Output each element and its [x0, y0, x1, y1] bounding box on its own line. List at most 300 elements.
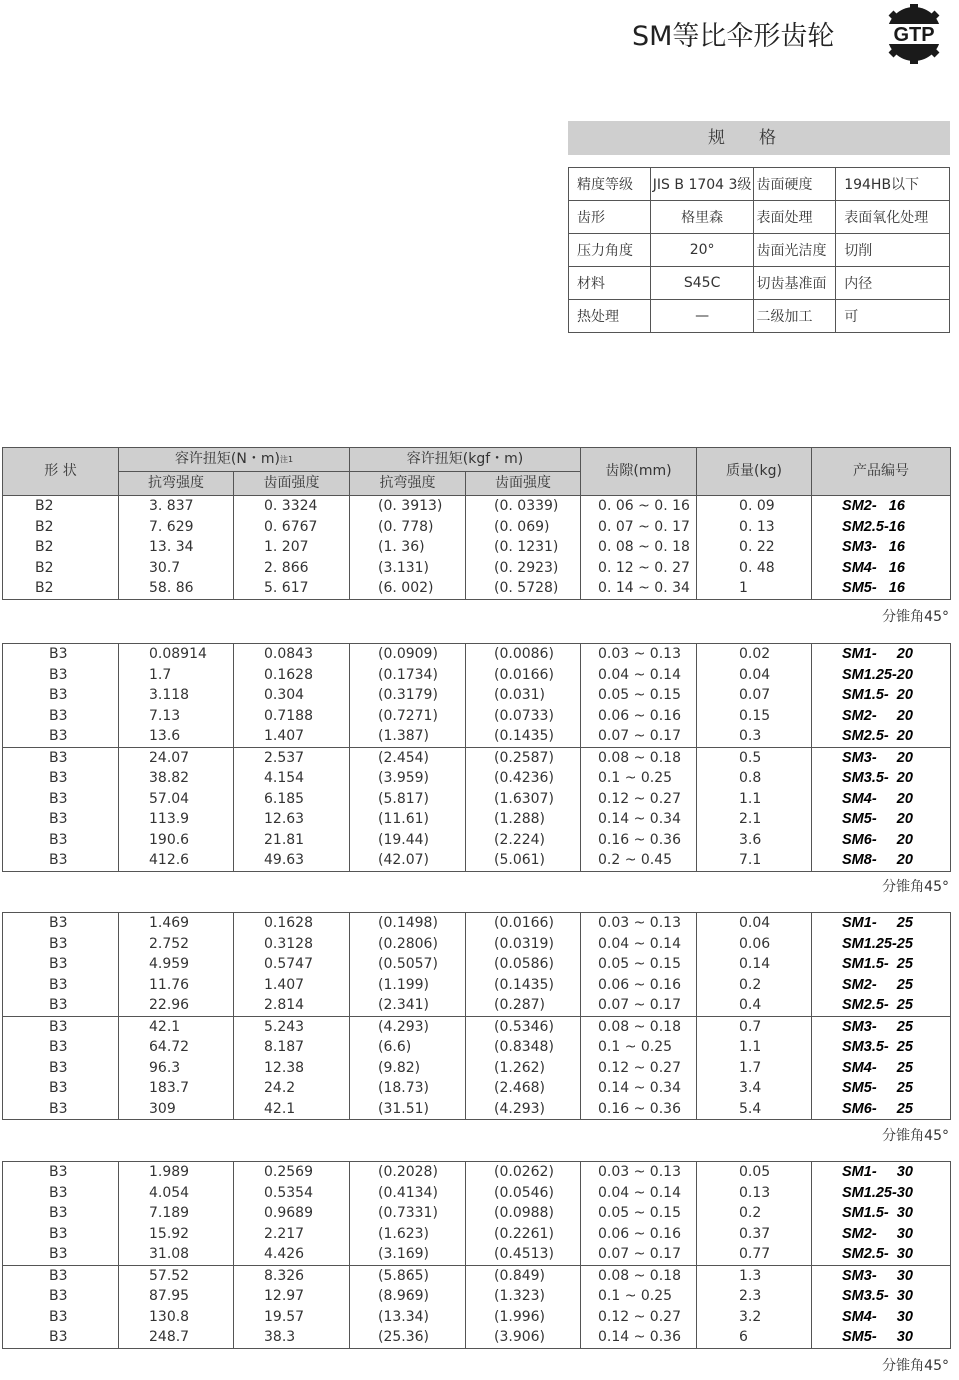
cell-backlash: 0. 12 ~ 0. 27	[581, 558, 697, 579]
cell-bending-strength-nm: 58. 86	[119, 578, 234, 599]
spec-label: 齿面硬度	[754, 168, 836, 201]
page-title: SM等比伞形齿轮	[632, 21, 835, 52]
cell-bending-strength-kgf: (1.623)	[350, 1224, 466, 1245]
table-row	[3, 726, 951, 747]
cell-shape: B3	[3, 1244, 119, 1265]
cell-bending-strength-kgf: (0.4134)	[350, 1183, 466, 1204]
cell-bending-strength-nm: 412.6	[119, 850, 234, 871]
cell-bending-strength-kgf: (11.61)	[350, 809, 466, 830]
cell-product-code: SM4- 30	[812, 1307, 951, 1328]
cell-bending-strength-kgf: (0.5057)	[350, 954, 466, 975]
cell-bending-strength-kgf: (0.2028)	[350, 1162, 466, 1183]
cell-product-code: SM5- 25	[812, 1078, 951, 1099]
cell-surface-strength-kgf: (0.287)	[466, 995, 581, 1016]
table-row	[3, 1162, 951, 1183]
spec-value: 194HB以下	[836, 168, 950, 201]
cell-backlash: 0.05 ~ 0.15	[581, 685, 697, 706]
cell-surface-strength-kgf: (0.0586)	[466, 954, 581, 975]
cell-backlash: 0.08 ~ 0.18	[581, 1265, 697, 1286]
cell-backlash: 0.12 ~ 0.27	[581, 1307, 697, 1328]
cell-surface-strength-nm: 1.407	[234, 726, 350, 747]
cell-mass: 0.7	[697, 1016, 812, 1037]
cell-mass: 1.1	[697, 1037, 812, 1058]
cell-mass: 0. 48	[697, 558, 812, 579]
cell-surface-strength-kgf: (5.061)	[466, 850, 581, 871]
cell-surface-strength-kgf: (0.0988)	[466, 1203, 581, 1224]
cell-bending-strength-nm: 309	[119, 1099, 234, 1120]
cell-mass: 0. 22	[697, 537, 812, 558]
cell-bending-strength-kgf: (1. 36)	[350, 537, 466, 558]
cell-product-code: SM5- 20	[812, 809, 951, 830]
table-row	[3, 1307, 951, 1328]
cell-shape: B2	[3, 558, 119, 579]
spec-value: 切削	[836, 234, 950, 267]
cell-shape: B2	[3, 517, 119, 538]
cell-surface-strength-kgf: (0.5346)	[466, 1016, 581, 1037]
cell-surface-strength-nm: 0.1628	[234, 913, 350, 934]
cell-backlash: 0.2 ~ 0.45	[581, 850, 697, 871]
cell-product-code: SM4- 16	[812, 558, 951, 579]
cell-surface-strength-kgf: (0. 0339)	[466, 496, 581, 517]
header-product-code: 产品编号	[812, 448, 951, 496]
cell-product-code: SM3.5- 30	[812, 1286, 951, 1307]
table-row	[3, 830, 951, 851]
logo-text: GTP	[893, 24, 935, 46]
cell-mass: 0.05	[697, 1162, 812, 1183]
cell-surface-strength-nm: 0.1628	[234, 665, 350, 686]
cell-mass: 2.1	[697, 809, 812, 830]
cell-surface-strength-nm: 6.185	[234, 789, 350, 810]
cell-product-code: SM8- 20	[812, 850, 951, 871]
cell-product-code: SM2.5- 20	[812, 726, 951, 747]
cell-backlash: 0.03 ~ 0.13	[581, 913, 697, 934]
cell-mass: 0.04	[697, 913, 812, 934]
cell-shape: B3	[3, 1183, 119, 1204]
cell-shape: B3	[3, 768, 119, 789]
cell-bending-strength-kgf: (0.0909)	[350, 644, 466, 665]
cell-surface-strength-kgf: (1.323)	[466, 1286, 581, 1307]
cell-backlash: 0. 07 ~ 0. 17	[581, 517, 697, 538]
cell-bending-strength-kgf: (6.6)	[350, 1037, 466, 1058]
cell-bending-strength-nm: 15.92	[119, 1224, 234, 1245]
cell-surface-strength-kgf: (4.293)	[466, 1099, 581, 1120]
spec-row	[569, 300, 950, 333]
cell-shape: B3	[3, 850, 119, 871]
cell-mass: 0.07	[697, 685, 812, 706]
cell-mass: 0.15	[697, 706, 812, 727]
cell-mass: 1.3	[697, 1265, 812, 1286]
cell-backlash: 0.07 ~ 0.17	[581, 995, 697, 1016]
table-row	[3, 706, 951, 727]
cell-shape: B3	[3, 1078, 119, 1099]
cell-shape: B3	[3, 1099, 119, 1120]
cell-surface-strength-kgf: (1.6307)	[466, 789, 581, 810]
cell-bending-strength-kgf: (0.7331)	[350, 1203, 466, 1224]
cell-surface-strength-nm: 1.407	[234, 975, 350, 996]
spec-value: 表面氧化处理	[836, 201, 950, 234]
cell-surface-strength-kgf: (3.906)	[466, 1327, 581, 1348]
cell-surface-strength-nm: 0.0843	[234, 644, 350, 665]
cell-bending-strength-nm: 42.1	[119, 1016, 234, 1037]
cell-surface-strength-nm: 19.57	[234, 1307, 350, 1328]
cell-backlash: 0.05 ~ 0.15	[581, 954, 697, 975]
header-bending-kgf: 抗弯强度	[350, 472, 466, 496]
cell-surface-strength-kgf: (0. 1231)	[466, 537, 581, 558]
cell-bending-strength-nm: 7. 629	[119, 517, 234, 538]
cell-surface-strength-nm: 0. 3324	[234, 496, 350, 517]
cell-surface-strength-nm: 8.187	[234, 1037, 350, 1058]
cell-shape: B3	[3, 830, 119, 851]
cell-surface-strength-kgf: (0.2261)	[466, 1224, 581, 1245]
cell-product-code: SM1.25-20	[812, 665, 951, 686]
cell-backlash: 0.14 ~ 0.34	[581, 809, 697, 830]
table-row	[3, 768, 951, 789]
spec-heading: 规格	[568, 121, 950, 155]
cell-backlash: 0.1 ~ 0.25	[581, 1037, 697, 1058]
cone-angle-note: 分锥角45°	[882, 879, 949, 895]
cell-bending-strength-nm: 1.7	[119, 665, 234, 686]
cell-shape: B3	[3, 1307, 119, 1328]
cone-angle-note: 分锥角45°	[882, 1358, 949, 1374]
cell-product-code: SM5- 30	[812, 1327, 951, 1348]
table-row	[3, 537, 951, 558]
cell-backlash: 0.1 ~ 0.25	[581, 768, 697, 789]
spec-value: JIS B 1704 3级	[650, 168, 754, 201]
cell-bending-strength-kgf: (3.959)	[350, 768, 466, 789]
cell-surface-strength-nm: 38.3	[234, 1327, 350, 1348]
cell-surface-strength-nm: 2.814	[234, 995, 350, 1016]
spec-label: 切齿基准面	[754, 267, 836, 300]
cell-mass: 1.7	[697, 1058, 812, 1079]
cell-surface-strength-kgf: (0.0319)	[466, 934, 581, 955]
cell-surface-strength-kgf: (0.0546)	[466, 1183, 581, 1204]
cell-product-code: SM3.5- 25	[812, 1037, 951, 1058]
table-row	[3, 954, 951, 975]
cell-product-code: SM4- 20	[812, 789, 951, 810]
cell-mass: 0.3	[697, 726, 812, 747]
cell-mass: 1	[697, 578, 812, 599]
cell-product-code: SM1- 25	[812, 913, 951, 934]
table-row	[3, 809, 951, 830]
cell-surface-strength-nm: 21.81	[234, 830, 350, 851]
table-row	[3, 685, 951, 706]
spec-row	[569, 234, 950, 267]
cell-mass: 0.14	[697, 954, 812, 975]
table-row	[3, 1058, 951, 1079]
spec-label: 齿形	[569, 201, 651, 234]
cell-bending-strength-kgf: (6. 002)	[350, 578, 466, 599]
spec-row	[569, 267, 950, 300]
spec-row	[569, 168, 950, 201]
cell-surface-strength-nm: 0.7188	[234, 706, 350, 727]
cell-bending-strength-nm: 7.13	[119, 706, 234, 727]
cell-bending-strength-kgf: (5.817)	[350, 789, 466, 810]
cell-surface-strength-nm: 0.2569	[234, 1162, 350, 1183]
cell-backlash: 0.12 ~ 0.27	[581, 789, 697, 810]
cell-mass: 6	[697, 1327, 812, 1348]
cone-angle-note: 分锥角45°	[882, 1128, 949, 1144]
cell-shape: B3	[3, 934, 119, 955]
cell-bending-strength-kgf: (2.341)	[350, 995, 466, 1016]
cell-surface-strength-nm: 0. 6767	[234, 517, 350, 538]
cell-bending-strength-nm: 130.8	[119, 1307, 234, 1328]
cell-bending-strength-nm: 4.959	[119, 954, 234, 975]
cell-mass: 3.6	[697, 830, 812, 851]
cell-surface-strength-kgf: (0.1435)	[466, 726, 581, 747]
cell-bending-strength-nm: 3.118	[119, 685, 234, 706]
table-row	[3, 644, 951, 665]
cell-bending-strength-kgf: (1.199)	[350, 975, 466, 996]
cell-shape: B3	[3, 913, 119, 934]
cell-surface-strength-nm: 8.326	[234, 1265, 350, 1286]
spec-label: 热处理	[569, 300, 651, 333]
gear-table-group	[2, 643, 951, 872]
cell-product-code: SM1- 30	[812, 1162, 951, 1183]
cell-surface-strength-nm: 5. 617	[234, 578, 350, 599]
cell-backlash: 0.14 ~ 0.34	[581, 1078, 697, 1099]
table-row	[3, 789, 951, 810]
cell-shape: B2	[3, 537, 119, 558]
cell-product-code: SM1.25-25	[812, 934, 951, 955]
cell-backlash: 0.06 ~ 0.16	[581, 1224, 697, 1245]
cell-surface-strength-kgf: (0.1435)	[466, 975, 581, 996]
cell-surface-strength-kgf: (0. 2923)	[466, 558, 581, 579]
spec-label: 齿面光洁度	[754, 234, 836, 267]
cell-bending-strength-nm: 64.72	[119, 1037, 234, 1058]
cell-bending-strength-nm: 0.08914	[119, 644, 234, 665]
cell-surface-strength-nm: 5.243	[234, 1016, 350, 1037]
cell-product-code: SM3- 16	[812, 537, 951, 558]
cell-mass: 0.2	[697, 975, 812, 996]
cell-product-code: SM2.5- 30	[812, 1244, 951, 1265]
cell-mass: 3.4	[697, 1078, 812, 1099]
table-row	[3, 665, 951, 686]
cell-backlash: 0.04 ~ 0.14	[581, 1183, 697, 1204]
cell-shape: B3	[3, 685, 119, 706]
cell-backlash: 0.05 ~ 0.15	[581, 1203, 697, 1224]
cell-bending-strength-nm: 1.469	[119, 913, 234, 934]
cell-surface-strength-nm: 0.5354	[234, 1183, 350, 1204]
table-row	[3, 1327, 951, 1348]
header-torque-nm: 容许扭矩(N・m)$^{注1}$	[119, 448, 350, 472]
cell-surface-strength-kgf: (0.0166)	[466, 913, 581, 934]
cell-surface-strength-kgf: (0.031)	[466, 685, 581, 706]
cell-backlash: 0.06 ~ 0.16	[581, 975, 697, 996]
cell-bending-strength-nm: 248.7	[119, 1327, 234, 1348]
cell-mass: 0. 09	[697, 496, 812, 517]
cell-mass: 0.04	[697, 665, 812, 686]
cell-backlash: 0.04 ~ 0.14	[581, 665, 697, 686]
cell-backlash: 0.03 ~ 0.13	[581, 644, 697, 665]
cell-bending-strength-nm: 13. 34	[119, 537, 234, 558]
table-row	[3, 558, 951, 579]
cell-bending-strength-kgf: (8.969)	[350, 1286, 466, 1307]
cell-backlash: 0.16 ~ 0.36	[581, 1099, 697, 1120]
cell-bending-strength-nm: 7.189	[119, 1203, 234, 1224]
table-row	[3, 578, 951, 599]
cell-shape: B3	[3, 1265, 119, 1286]
cell-bending-strength-kgf: (0. 778)	[350, 517, 466, 538]
table-row	[3, 1224, 951, 1245]
cell-mass: 2.3	[697, 1286, 812, 1307]
cell-shape: B3	[3, 706, 119, 727]
cell-product-code: SM1.5- 20	[812, 685, 951, 706]
cell-surface-strength-kgf: (0.4513)	[466, 1244, 581, 1265]
cell-surface-strength-kgf: (0.4236)	[466, 768, 581, 789]
table-row	[3, 1016, 951, 1037]
cell-product-code: SM6- 20	[812, 830, 951, 851]
cell-shape: B3	[3, 1327, 119, 1348]
cell-bending-strength-nm: 87.95	[119, 1286, 234, 1307]
cell-backlash: 0.06 ~ 0.16	[581, 706, 697, 727]
cell-surface-strength-kgf: (0.0262)	[466, 1162, 581, 1183]
cell-product-code: SM1.25-30	[812, 1183, 951, 1204]
spec-label: 材料	[569, 267, 651, 300]
header-mass: 质量(kg)	[697, 448, 812, 496]
table-row	[3, 850, 951, 871]
cell-bending-strength-kgf: (13.34)	[350, 1307, 466, 1328]
cell-bending-strength-nm: 30.7	[119, 558, 234, 579]
cell-bending-strength-kgf: (25.36)	[350, 1327, 466, 1348]
cell-bending-strength-kgf: (31.51)	[350, 1099, 466, 1120]
cell-bending-strength-kgf: (5.865)	[350, 1265, 466, 1286]
cell-backlash: 0. 14 ~ 0. 34	[581, 578, 697, 599]
cell-product-code: SM5- 16	[812, 578, 951, 599]
cell-product-code: SM6- 25	[812, 1099, 951, 1120]
cell-backlash: 0.04 ~ 0.14	[581, 934, 697, 955]
cell-surface-strength-nm: 0.304	[234, 685, 350, 706]
table-row	[3, 934, 951, 955]
cell-product-code: SM1- 20	[812, 644, 951, 665]
spec-value: —	[650, 300, 754, 333]
cell-mass: 0.8	[697, 768, 812, 789]
cell-product-code: SM3.5- 20	[812, 768, 951, 789]
table-row	[3, 1037, 951, 1058]
cell-mass: 0.4	[697, 995, 812, 1016]
cell-backlash: 0.08 ~ 0.18	[581, 1016, 697, 1037]
spec-label: 表面处理	[754, 201, 836, 234]
table-row	[3, 1265, 951, 1286]
cell-shape: B3	[3, 726, 119, 747]
cell-surface-strength-kgf: (0.849)	[466, 1265, 581, 1286]
cell-bending-strength-kgf: (18.73)	[350, 1078, 466, 1099]
cell-shape: B2	[3, 578, 119, 599]
cell-surface-strength-nm: 0.5747	[234, 954, 350, 975]
cell-bending-strength-kgf: (3.131)	[350, 558, 466, 579]
cell-bending-strength-nm: 2.752	[119, 934, 234, 955]
cell-surface-strength-kgf: (0.0086)	[466, 644, 581, 665]
cell-shape: B2	[3, 496, 119, 517]
cell-product-code: SM2- 30	[812, 1224, 951, 1245]
cell-bending-strength-kgf: (0.1498)	[350, 913, 466, 934]
cell-bending-strength-kgf: (4.293)	[350, 1016, 466, 1037]
cell-surface-strength-nm: 1. 207	[234, 537, 350, 558]
cell-backlash: 0. 06 ~ 0. 16	[581, 496, 697, 517]
cell-product-code: SM1.5- 30	[812, 1203, 951, 1224]
cell-product-code: SM1.5- 25	[812, 954, 951, 975]
cell-surface-strength-nm: 4.426	[234, 1244, 350, 1265]
cell-surface-strength-kgf: (0.2587)	[466, 747, 581, 768]
cell-backlash: 0.03 ~ 0.13	[581, 1162, 697, 1183]
cell-mass: 0.02	[697, 644, 812, 665]
cell-backlash: 0.07 ~ 0.17	[581, 1244, 697, 1265]
table-row	[3, 913, 951, 934]
cell-shape: B3	[3, 1224, 119, 1245]
cell-bending-strength-kgf: (0.3179)	[350, 685, 466, 706]
cell-shape: B3	[3, 975, 119, 996]
cell-shape: B3	[3, 1058, 119, 1079]
cell-bending-strength-nm: 24.07	[119, 747, 234, 768]
cell-bending-strength-kgf: (9.82)	[350, 1058, 466, 1079]
table-row	[3, 1286, 951, 1307]
table-row	[3, 1183, 951, 1204]
cell-shape: B3	[3, 789, 119, 810]
cell-mass: 3.2	[697, 1307, 812, 1328]
gear-table-group	[2, 447, 951, 600]
cell-surface-strength-kgf: (0.8348)	[466, 1037, 581, 1058]
table-row	[3, 496, 951, 517]
cell-product-code: SM4- 25	[812, 1058, 951, 1079]
cell-bending-strength-nm: 38.82	[119, 768, 234, 789]
cell-bending-strength-kgf: (0.2806)	[350, 934, 466, 955]
cell-bending-strength-kgf: (0.1734)	[350, 665, 466, 686]
cone-angle-note: 分锥角45°	[882, 609, 949, 625]
cell-bending-strength-nm: 57.52	[119, 1265, 234, 1286]
cell-bending-strength-nm: 4.054	[119, 1183, 234, 1204]
cell-product-code: SM3- 30	[812, 1265, 951, 1286]
cell-mass: 0.37	[697, 1224, 812, 1245]
cell-product-code: SM2.5-16	[812, 517, 951, 538]
cell-surface-strength-kgf: (1.996)	[466, 1307, 581, 1328]
cell-bending-strength-kgf: (42.07)	[350, 850, 466, 871]
spec-label: 压力角度	[569, 234, 651, 267]
cell-mass: 7.1	[697, 850, 812, 871]
cell-shape: B3	[3, 995, 119, 1016]
gear-table-group	[2, 912, 951, 1120]
cell-shape: B3	[3, 1162, 119, 1183]
cell-bending-strength-nm: 22.96	[119, 995, 234, 1016]
cell-surface-strength-nm: 2.217	[234, 1224, 350, 1245]
cell-bending-strength-nm: 11.76	[119, 975, 234, 996]
table-row	[3, 975, 951, 996]
cell-bending-strength-kgf: (1.387)	[350, 726, 466, 747]
cell-surface-strength-kgf: (0.0733)	[466, 706, 581, 727]
cell-shape: B3	[3, 1286, 119, 1307]
cell-surface-strength-nm: 4.154	[234, 768, 350, 789]
cell-shape: B3	[3, 644, 119, 665]
gtp-gear-logo-icon	[876, 4, 952, 64]
cell-mass: 1.1	[697, 789, 812, 810]
cell-mass: 0. 13	[697, 517, 812, 538]
cell-mass: 0.2	[697, 1203, 812, 1224]
cell-surface-strength-nm: 24.2	[234, 1078, 350, 1099]
header-shape: 形 状	[3, 448, 119, 496]
cell-shape: B3	[3, 954, 119, 975]
table-row	[3, 1244, 951, 1265]
cell-bending-strength-nm: 113.9	[119, 809, 234, 830]
cell-product-code: SM3- 20	[812, 747, 951, 768]
cell-surface-strength-nm: 0.3128	[234, 934, 350, 955]
gear-table-group	[2, 1161, 951, 1349]
cell-product-code: SM2- 25	[812, 975, 951, 996]
cell-surface-strength-kgf: (2.468)	[466, 1078, 581, 1099]
cell-shape: B3	[3, 747, 119, 768]
cell-bending-strength-kgf: (0. 3913)	[350, 496, 466, 517]
cell-bending-strength-kgf: (0.7271)	[350, 706, 466, 727]
cell-bending-strength-nm: 183.7	[119, 1078, 234, 1099]
table-row	[3, 1099, 951, 1120]
header-surface-kgf: 齿面强度	[466, 472, 581, 496]
